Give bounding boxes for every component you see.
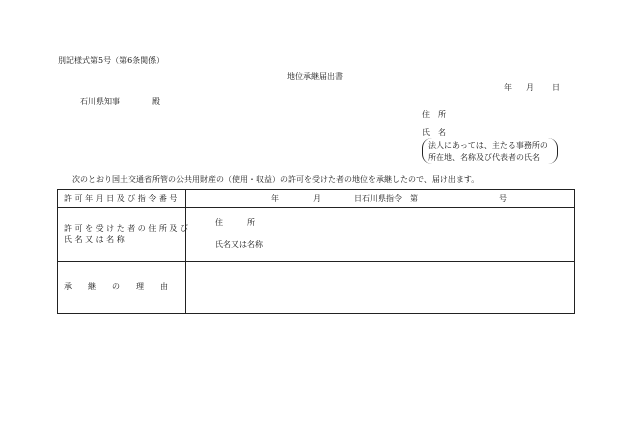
applicant-note-line2: 所在地、名称及び代表者の氏名	[428, 153, 540, 162]
permittee-address-label: 住 所	[215, 218, 255, 227]
table-row-divider-1	[58, 207, 574, 208]
permittee-label-line1: 許 可 を 受 け た 者 の 住 所 及 び	[64, 224, 188, 233]
permittee-label-line2: 氏 名 又 は 名 称	[64, 235, 125, 244]
applicant-address-label: 住 所	[422, 110, 446, 119]
permit-year-label: 年	[271, 194, 279, 203]
succession-form-table	[57, 189, 575, 314]
addressee-honorific: 殿	[152, 97, 160, 106]
table-column-divider	[185, 190, 186, 313]
permit-day-directive-label: 日石川県指令 第	[354, 194, 418, 203]
date-year-label: 年	[504, 83, 512, 92]
permit-month-label: 月	[313, 194, 321, 203]
intro-text: 次のとおり国土交通省所管の公共用財産の（使用・収益）の許可を受けた者の地位を承継したので、届け出ます。	[72, 175, 480, 184]
permit-number-suffix: 号	[499, 194, 507, 203]
date-day-label: 日	[552, 83, 560, 92]
addressee	[80, 97, 160, 107]
date-month-label: 月	[526, 83, 534, 92]
addressee-name: 石川県知事	[80, 97, 120, 106]
table-row-divider-2	[58, 261, 574, 262]
succession-reason-label: 承 継 の 理 由	[64, 282, 168, 291]
form-id: 別記様式第5号（第6条関係）	[58, 56, 165, 65]
permit-date-number-label: 許 可 年 月 日 及 び 指 令 番 号	[64, 194, 178, 203]
applicant-note-line1: 法人にあっては、主たる事務所の	[428, 141, 548, 150]
applicant-name-label: 氏 名	[422, 128, 446, 137]
document-title: 地位承継届出書	[287, 72, 343, 81]
permittee-name-label: 氏名又は名称	[215, 240, 263, 249]
